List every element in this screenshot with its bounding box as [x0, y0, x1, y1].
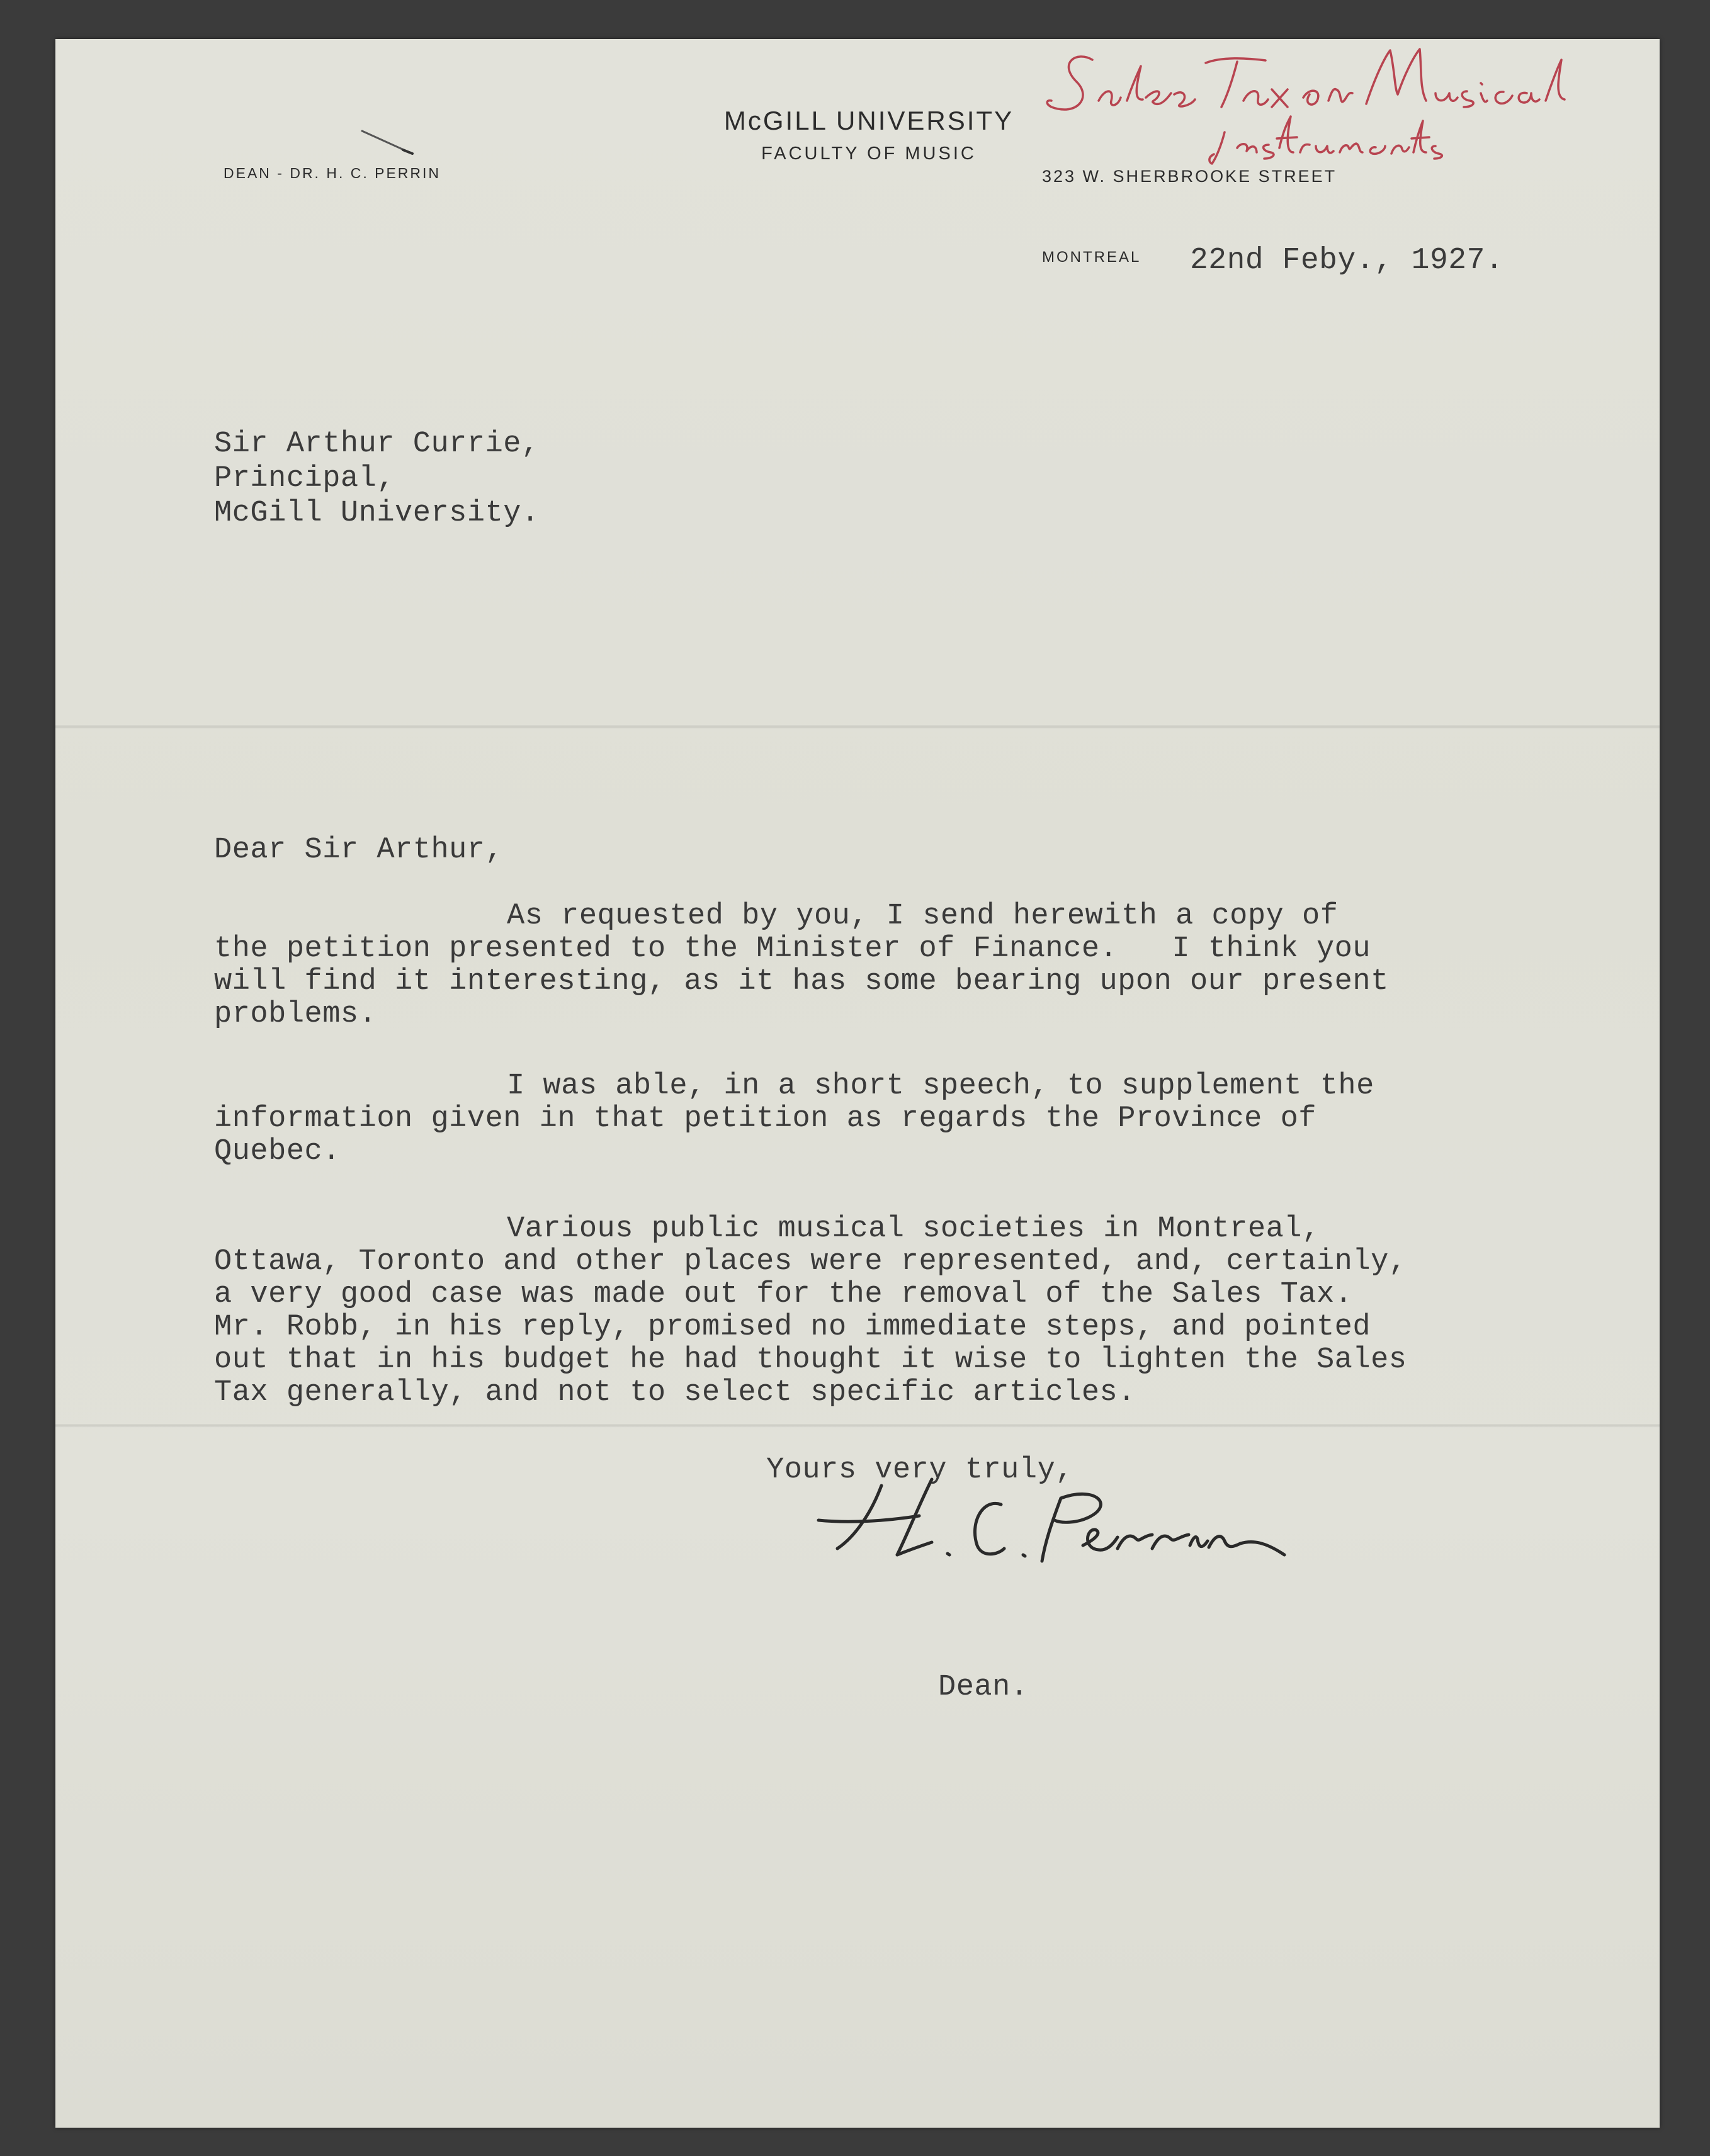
signer-title: Dean.: [938, 1671, 1029, 1704]
paper-fold: [55, 725, 1660, 729]
paragraph-3-line-5: out that in his budget he had thought it wise to lighten the Sales: [214, 1343, 1407, 1377]
paragraph-2-line-1: I was able, in a short speech, to supplement the: [507, 1070, 1374, 1103]
paragraph-3-line-4: Mr. Robb, in his reply, promised no immediate steps, and pointed: [214, 1311, 1371, 1344]
pen-mark-icon: [359, 126, 416, 157]
paragraph-2-line-3: Quebec.: [214, 1135, 341, 1168]
paragraph-1-line-1: As requested by you, I send herewith a copy of: [507, 900, 1339, 933]
paragraph-3-line-3: a very good case was made out for the removal of the Sales Tax.: [214, 1278, 1353, 1311]
recipient-institution: McGill University.: [214, 497, 540, 530]
paragraph-2-line-2: information given in that petition as regards the Province of: [214, 1102, 1316, 1136]
letter-date: 22nd Feby., 1927.: [1190, 244, 1504, 278]
dean-line: DEAN - DR. H. C. PERRIN: [224, 165, 441, 181]
paper-fold: [55, 1424, 1660, 1428]
city-label: MONTREAL: [1042, 249, 1141, 266]
paragraph-3-line-6: Tax generally, and not to select specific articles.: [214, 1376, 1136, 1409]
faculty-name: FACULTY OF MUSIC: [761, 144, 977, 164]
salutation: Dear Sir Arthur,: [214, 833, 504, 867]
university-name: McGILL UNIVERSITY: [723, 106, 1014, 135]
street-address: 323 W. SHERBROOKE STREET: [1042, 167, 1337, 186]
paragraph-3-line-2: Ottawa, Toronto and other places were represented, and, certainly,: [214, 1245, 1407, 1278]
recipient-title: Principal,: [214, 462, 395, 495]
paragraph-1-line-2: the petition presented to the Minister of Finance. I think you: [214, 932, 1371, 966]
handwritten-signature: [812, 1460, 1366, 1586]
paragraph-3-line-1: Various public musical societies in Montreal,: [507, 1212, 1320, 1246]
paragraph-1-line-4: problems.: [214, 998, 377, 1031]
handwritten-annotation: [1033, 13, 1599, 176]
recipient-name: Sir Arthur Currie,: [214, 427, 540, 461]
paragraph-1-line-3: will find it interesting, as it has some bearing upon our present: [214, 965, 1389, 998]
closing: Yours very truly,: [766, 1453, 1073, 1487]
